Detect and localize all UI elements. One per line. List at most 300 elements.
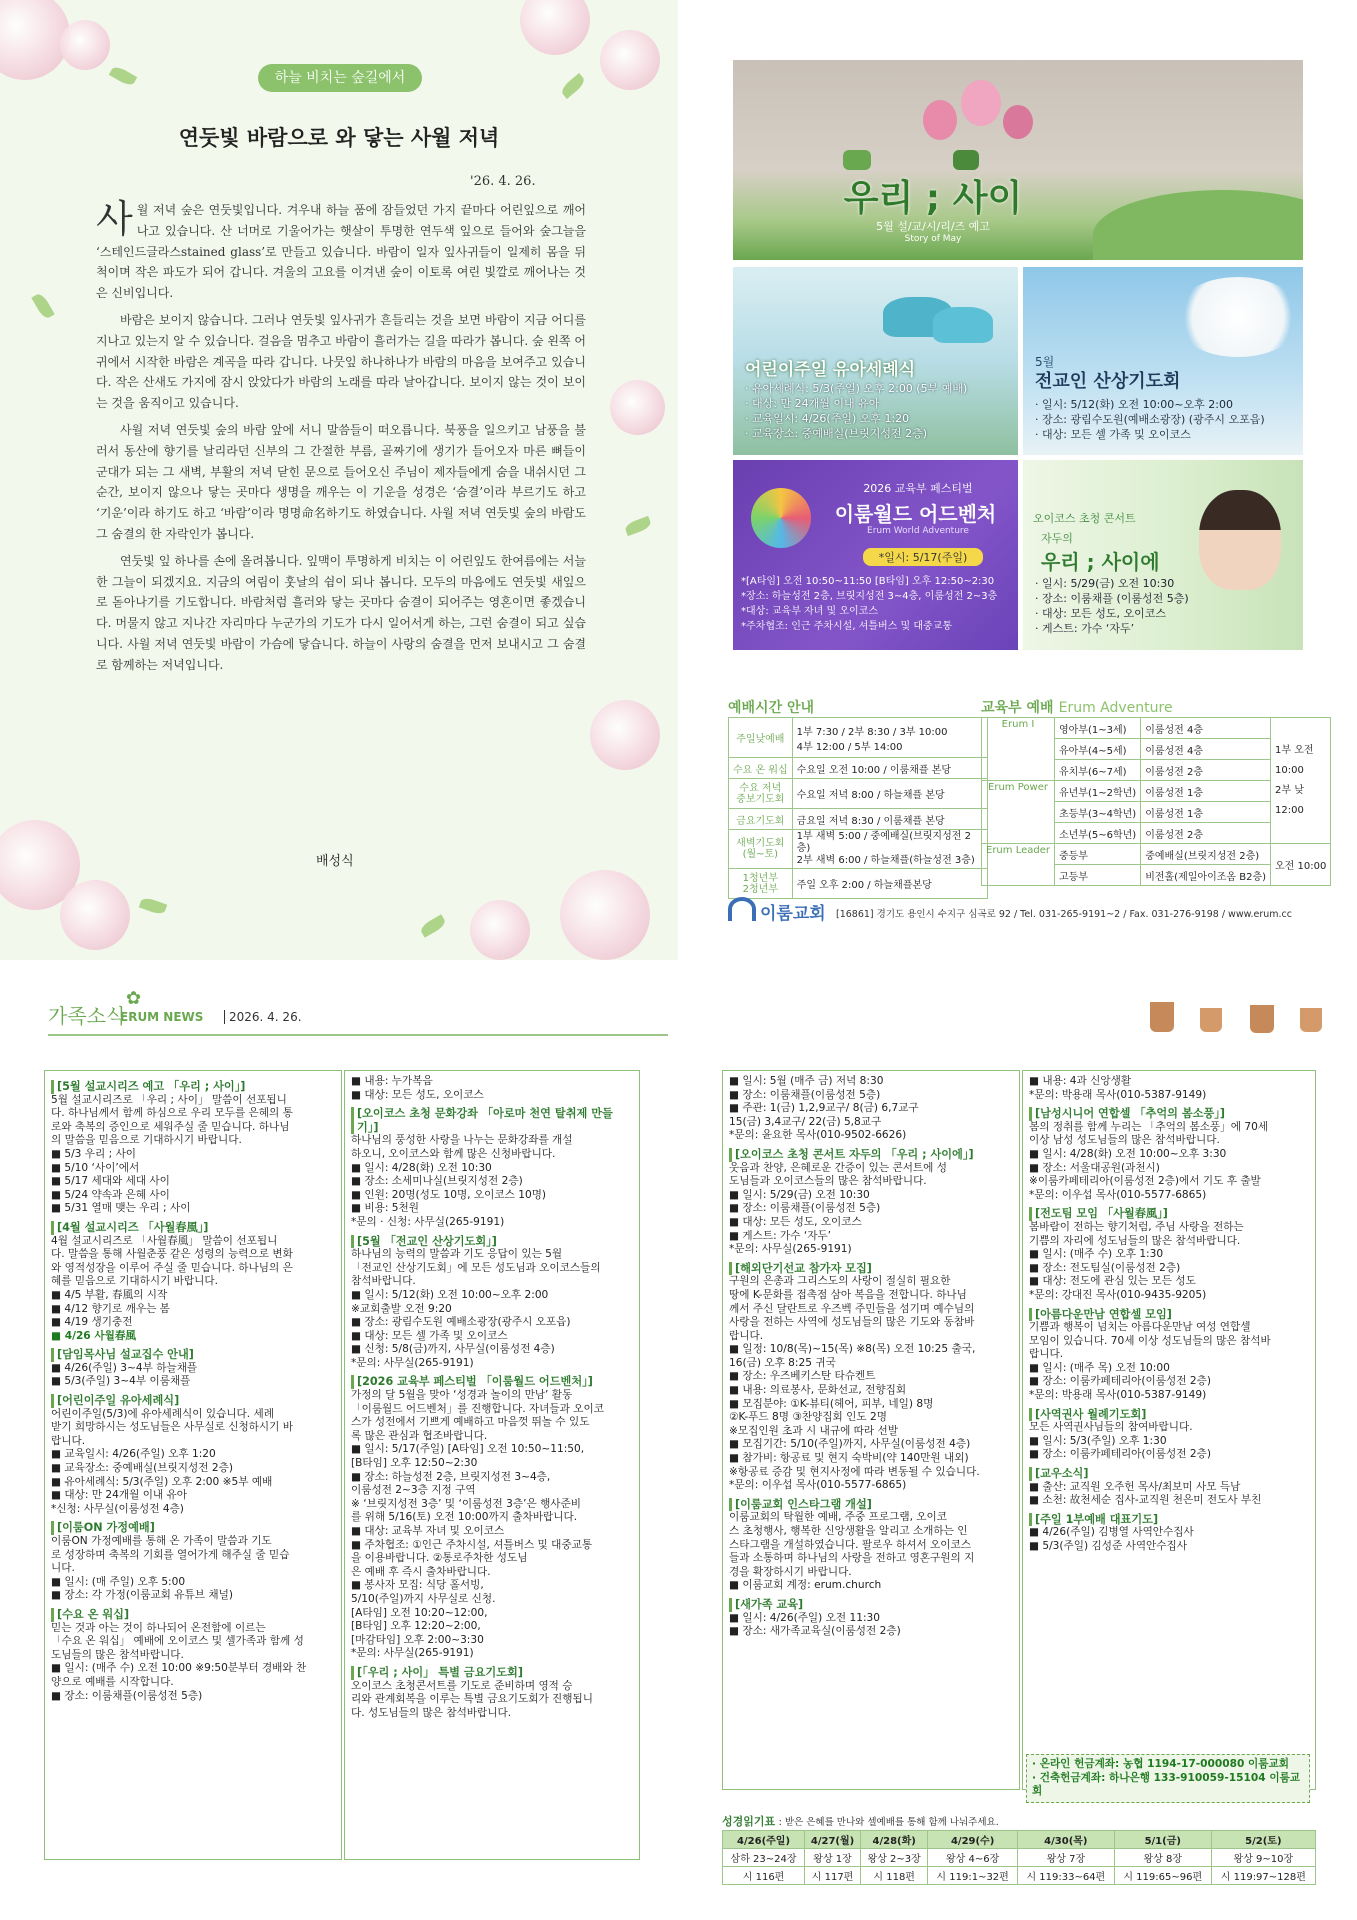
essay-panel [0, 0, 678, 960]
news-line: 스가 성전에서 기쁘게 예배하고 마음껏 뛰놀 수 있도 [351, 1416, 590, 1429]
news-line: ※ ‘브릿지성전 3층’ 및 ‘이룸성전 3층’은 행사준비 [351, 1497, 582, 1510]
detail-line: *[A타임] 오전 10:50~11:50 [B타임] 오후 12:50~2:30 [741, 576, 995, 587]
news-line: 이룸성전 2~3층 지정 구역 [351, 1484, 476, 1497]
news-line: ■ 신청: 5/8(금)까지, 사무실(이룸성전 4층) [351, 1343, 555, 1356]
news-line: ■ 일시: (매주 수) 오후 1:30 [1029, 1248, 1164, 1261]
news-line: *문의: 박용래 목사(010-5387-9149) [1029, 1389, 1207, 1402]
essay-author: 배성식 [316, 854, 354, 869]
reading-psalm: 시 117편 [805, 1867, 861, 1885]
divider [48, 1034, 668, 1036]
detail-line: *장소: 하늘성전 2층, 브릿지성전 3~4층, 이룸성전 2~3층 [741, 591, 998, 602]
leaf-decoration [559, 73, 587, 99]
edu-place: 이룸성전 4층 [1141, 718, 1271, 739]
edu-dept: 유년부(1~2학년) [1054, 781, 1140, 802]
news-line: ■ 대상: 모든 셀 가족 및 오이코스 [351, 1329, 508, 1342]
news-line: 사랑을 전하는 사역에 성도님들의 많은 기도와 동참바 [729, 1316, 975, 1329]
reading-psalm: 시 119:97~128편 [1211, 1867, 1315, 1885]
news-line: ■ 4/26(주일) 3~4부 하늘채플 [51, 1361, 198, 1374]
essay-title: 연둣빛 바람으로 와 닿는 사월 저녁 [178, 125, 500, 150]
news-line: 스타그램을 개설하였습니다. 팔로우 하셔서 오이코스 [729, 1538, 971, 1551]
edu-group: Erum I [982, 718, 1055, 781]
edu-place: 이룸성전 4층 [1141, 739, 1271, 760]
news-heading: [아름다운만남 연합셀 모임] [1029, 1308, 1309, 1322]
news-line: ■ 장소: 소세미나실(브릿지성전 2층) [351, 1175, 523, 1188]
schedule-label: 1청년부 2청년부 [729, 869, 793, 899]
news-line: 웃음과 찬양, 은혜로운 간증이 있는 콘서트에 성 [729, 1161, 948, 1174]
blossom-decoration [520, 0, 590, 55]
news-heading: [2026 교육부 페스티벌 「이룸월드 어드벤처」] [351, 1375, 633, 1389]
news-panel [0, 960, 1357, 1920]
news-line: 땅에 K-문화를 접촉점 삼아 복음을 전합니다. 하나님 [729, 1288, 967, 1301]
heart-balloon-icon [1003, 105, 1033, 139]
news-line: ■ 대상: 모든 성도, 오이코스 [351, 1088, 484, 1101]
church-name: 이룸교회 [760, 904, 826, 924]
edu-title: 교육부 예배 [981, 700, 1054, 716]
news-line: 의 말씀을 믿음으로 기대하시기 바랍니다. [51, 1134, 242, 1147]
news-line: ■ 장소: 이룸채플(이룸성전 5층) [729, 1088, 881, 1101]
news-line: ■ 출산: 교직원 오주헌 목사/최보미 사모 득남 [1029, 1480, 1241, 1493]
edu-dept: 초등부(3~4학년) [1054, 802, 1140, 823]
news-line: ■ 장소: 서울대공원(과천시) [1029, 1161, 1160, 1174]
edu-title-en: Erum Adventure [1058, 700, 1173, 716]
church-logo-icon [728, 897, 756, 921]
edu-dept: 유치부(6~7세) [1054, 760, 1140, 781]
blossom-decoration [470, 900, 530, 960]
news-heading: [교우소식] [1029, 1467, 1309, 1481]
reading-ot: 왕상 8장 [1114, 1849, 1211, 1867]
banner-subtitle: 5월 설/교/시/리/즈 예고 [876, 220, 990, 233]
worship-schedule-table [728, 717, 988, 899]
news-line: ■ 5/24 약속과 은혜 사이 [51, 1188, 170, 1201]
news-line: 기쁨의 자리에 성도님들의 많은 참석바랍니다. [1029, 1234, 1241, 1247]
news-line: 랍니다. [1029, 1348, 1064, 1361]
news-line: ■ 장소: 이룸카페테리아(이룸성전 2층) [1029, 1375, 1211, 1388]
edu-dept: 소년부(5~6학년) [1054, 823, 1140, 844]
news-heading: [어린이주일 유아세례식] [51, 1394, 335, 1408]
blossom-decoration [610, 380, 665, 435]
news-line: 리와 관계회복을 이루는 특별 금요기도회가 진행됩니 [351, 1693, 593, 1706]
schedule-label: 수요 저녁 중보기도회 [729, 779, 793, 809]
festival-top: 2026 교육부 페스티벌 [863, 482, 973, 495]
reading-psalm: 시 119:1~32편 [928, 1867, 1018, 1885]
banner-subtitle-en: Story of May [904, 234, 962, 244]
news-line: *문의: 이우섭 목사(010-5577-6865) [1029, 1188, 1207, 1201]
news-heading: [이룸ON 가정예배] [51, 1521, 335, 1535]
drop-cap: 사 [96, 197, 133, 241]
reading-ot: 왕상 7장 [1017, 1849, 1114, 1867]
section-pill: 하늘 비치는 숲길에서 [258, 64, 422, 92]
prayer-card [1023, 267, 1303, 455]
news-line: 랍니다. [51, 1434, 86, 1447]
concert-sub: 자두의 [1041, 532, 1073, 545]
essay-paragraph: 사월 저녁 연둣빛 숲의 바람 앞에 서니 말씀들이 떠오릅니다. 북풍을 일으키고 남풍을 불러서 동산에 향기를 날리라던 신부의 그 간절한 부름, 골짜기에 생기가 들어오자 마른 뼈들이 군대가 되는 그 새벽, 부활의 저녁 닫힌 문으로 들어오신 주님이 제자들에게 숨을 내쉬시던 그 순간, 보이지 않으나 닿는 곳마다 생명을 깨우는 이 기운을 성경은 ‘숨결’이라 부르기도 하고 ‘기운’이라 하기도 하고 ‘바람’이라 명명命名하기도 하였습니다. 사월 저녁 연둣빛 숲의 바람도 그 숨결의 한 자락인가 봅니다. [96, 422, 586, 541]
news-line: 모든 사역권사님들의 참여바랍니다. [1029, 1421, 1193, 1434]
essay-paragraph: 바람은 보이지 않습니다. 그러나 연둣빛 잎사귀가 흔들리는 것을 보면 바람이 지금 어디를 지나고 있는지 알 수 있습니다. 걸음을 멈추고 바람이 흘러가는 길을 따라가 봅니다. 숲 왼쪽 어귀에서 시작한 바람은 계곡을 따라 갑니다. 나뭇잎 하나하나가 바람의 마음을 보여주고 있습니다. 작은 산새도 가지에 잠시 앉았다가 바람의 노래를 따라 날아갑니다. 보이지 않는 것이 보이는 것을 움직이고 있습니다. [96, 312, 586, 411]
news-line: 이룸교회의 탁월한 예배, 주중 프로그램, 오이코 [729, 1511, 948, 1524]
news-line: ■ 대상: 전도에 관심 있는 모든 성도 [1029, 1275, 1196, 1288]
prayer-small: 5월 [1035, 355, 1055, 369]
news-line: 가정의 달 5월을 맞아 ‘성경과 놀이의 만남’ 활동 [351, 1389, 573, 1402]
concert-details [1035, 576, 1189, 636]
schedule-label: 수요 온 워십 [729, 758, 793, 779]
news-line: 다. 하나님께서 함께 하심으로 우리 모두를 은혜의 통 [51, 1107, 293, 1120]
news-line: 와 영적성장을 이루어 주실 줄 믿습니다. 하나님의 은 [51, 1261, 293, 1274]
news-line: 도님들의 많은 참석바랍니다. [51, 1648, 184, 1661]
prayer-details [1035, 397, 1265, 442]
news-column-1 [44, 1070, 342, 1860]
reading-ot: 왕상 2~3장 [860, 1849, 927, 1867]
news-line: ■ 비용: 5천원 [351, 1202, 419, 1215]
news-line: *문의: 강대진 목사(010-9435-9205) [1029, 1288, 1207, 1301]
news-line: ■ 주차협조: ①인근 주차시설, 셔틀버스 및 대중교통 [351, 1538, 593, 1551]
news-line: [B타임] 오후 12:20~2:00, [351, 1620, 481, 1633]
news-line: 받기 희망하시는 성도님들은 사무실로 신청하시기 바 [51, 1421, 293, 1434]
news-line: *문의: 이우섭 목사(010-5577-6865) [729, 1479, 907, 1492]
news-line: *문의: 사무실(265-9191) [351, 1647, 474, 1660]
news-heading: [오이코스 초청 콘서트 자두의 「우리 ; 사이에」] [729, 1148, 1013, 1162]
news-heading: [주일 1부예배 대표기도] [1029, 1513, 1309, 1527]
news-line: 하나님의 능력의 말씀과 기도 응답이 있는 5월 [351, 1248, 563, 1261]
heart-balloon-icon [961, 80, 1001, 126]
banner-title: 우리 ; 사이 [843, 178, 1023, 219]
news-heading: [오이코스 초청 문화강좌 「아로마 천연 탈취제 만들기」] [351, 1107, 633, 1134]
news-line: 오이코스 초청콘서트를 기도로 준비하며 영적 승 [351, 1679, 573, 1692]
news-line: ■ 일시: 5월 (매주 금) 저녁 8:30 [729, 1075, 884, 1087]
news-heading: [5월 설교시리즈 예고 「우리 ; 사이」] [51, 1080, 335, 1094]
edu-schedule-table [981, 717, 1331, 886]
news-line: 「수요 온 워십」 예배에 오이코스 및 셀가족과 함께 성 [51, 1635, 304, 1648]
news-heading: [남성시니어 연합셀 「추억의 봄소풍」] [1029, 1107, 1309, 1121]
news-line: 기쁨과 행복이 넘치는 아름다운만남 여성 연합셀 [1029, 1321, 1251, 1334]
news-line: ■ 게스트: 가수 ‘자두’ [729, 1229, 832, 1242]
news-line: ■ 일시: (매 주일) 오후 5:00 [51, 1575, 186, 1588]
leaf-decoration [624, 516, 653, 536]
news-line: ■ 모집분야: ①K-뷰티(헤어, 피부, 네일) 8명 [729, 1397, 934, 1410]
detail-line: · 게스트: 가수 ‘자두’ [1035, 622, 1135, 635]
reading-psalm: 시 119:33~64편 [1017, 1867, 1114, 1885]
news-line: 하나님의 풍성한 사랑을 나누는 문화강좌를 개설 [351, 1134, 573, 1147]
account-building: · 건축헌금계좌: 하나은행 133-910059-15104 이룸교회 [1032, 1771, 1301, 1798]
account-online: · 온라인 헌금계좌: 농협 1194-17-000080 이룸교회 [1032, 1758, 1289, 1770]
news-line: ■ 내용: 4과 신앙생활 [1029, 1075, 1132, 1087]
reading-ot: 왕상 9~10장 [1211, 1849, 1315, 1867]
news-line: ■ 일시: 4/28(화) 오전 10:30 [351, 1161, 492, 1174]
news-line: ■ 일시: 5/29(금) 오전 10:30 [729, 1188, 870, 1201]
news-line: ■ 일시: 4/26(주일) 오전 11:30 [729, 1611, 881, 1624]
reading-psalm: 시 119:65~96편 [1114, 1867, 1211, 1885]
flowerpot-icon [1300, 1008, 1322, 1032]
news-line: 니다. [51, 1562, 75, 1575]
baptism-title: 어린이주일 유아세례식 [745, 360, 916, 380]
news-line: ■ 장소: 하늘성전 2층, 브릿지성전 3~4층, [351, 1470, 551, 1483]
news-line: ■ 5/31 열매 맺는 우리 ; 사이 [51, 1202, 191, 1215]
news-column-3 [722, 1070, 1020, 1790]
clover-icon: ✿ [126, 988, 142, 1009]
detail-line: · 유아세례식: 5/3(주일) 오후 2:00 (5부 예배) [745, 382, 968, 395]
news-line: 15(금) 3,4교구/ 22(금) 5,8교구 [729, 1115, 882, 1128]
news-heading: [수요 온 워십] [51, 1608, 335, 1622]
speech-bubble-icon [953, 150, 979, 170]
reading-row [723, 1867, 1316, 1885]
edu-place: 이룸성전 2층 [1141, 760, 1271, 781]
news-column-2 [344, 1070, 640, 1860]
reading-title: 성경읽기표 [722, 1815, 776, 1828]
baptism-card [733, 267, 1018, 455]
reading-day: 4/28(화) [860, 1831, 927, 1849]
news-line: *문의: 사무실(265-9191) [729, 1243, 852, 1256]
leaf-decoration [139, 896, 168, 916]
news-line: ②K-푸드 8명 ③찬양집회 인도 2명 [729, 1411, 887, 1424]
news-line: ■ 대상: 교육부 자녀 및 오이코스 [351, 1525, 505, 1537]
essay-date: '26. 4. 26. [470, 174, 536, 189]
leaf-decoration [109, 64, 138, 87]
news-line: 모임이 있습니다. 70세 이상 성도님들의 많은 참석바 [1029, 1334, 1271, 1347]
news-line: ■ 교육일시: 4/26(주일) 오후 1:20 [51, 1448, 216, 1461]
reading-day: 4/26(주일) [723, 1831, 805, 1849]
news-line: *신청: 사무실(이룸성전 4층) [51, 1502, 184, 1515]
news-line: ■ 장소: 새가족교육실(이룸성전 2층) [729, 1625, 901, 1638]
news-line: 께서 주신 달란트로 우즈벡 주민들을 섬기며 예수님의 [729, 1302, 975, 1315]
news-line: ■ 일시: (매주 수) 오전 10:00 ※9:50분부터 경배와 찬 [51, 1662, 307, 1675]
schedule-value: 수요일 오전 10:00 / 이룸채플 본당 [792, 758, 987, 779]
news-line: 참석바랍니다. [351, 1275, 416, 1288]
news-line: ■ 장소: 이룸카페테리아(이룸성전 2층) [1029, 1448, 1211, 1461]
reading-row [723, 1849, 1316, 1867]
news-line: 다. 성도님들의 많은 참석바랍니다. [351, 1706, 512, 1719]
news-line: 로 성장하며 축복의 기회를 열어가게 해주실 줄 믿습 [51, 1548, 290, 1561]
news-line: 봄의 정취를 함께 누리는 「추억의 봄소풍」에 70세 [1029, 1120, 1269, 1133]
hill-decoration [1093, 190, 1303, 260]
edu-time: 1부 오전 10:00 2부 낮 12:00 [1271, 718, 1331, 844]
news-line: ■ 장소: 각 가정(이룸교회 유튜브 채널) [51, 1589, 233, 1602]
news-line: ■ 일정: 10/8(목)~15(목) ※8(목) 오전 10:25 출국, [729, 1343, 976, 1356]
news-line: 5월 설교시리즈로 「우리 ; 사이」 말씀이 선포됩니 [51, 1093, 287, 1106]
detail-line: · 장소: 이룸채플 (이룸성전 5층) [1035, 592, 1189, 605]
schedule-value: 수요일 저녁 8:00 / 하늘채플 본당 [792, 779, 987, 809]
news-heading: [새가족 교육] [729, 1598, 1013, 1612]
blossom-decoration [60, 20, 110, 70]
news-line: 16(금) 오후 8:25 귀국 [729, 1356, 836, 1369]
news-line: ■ 주관: 1(금) 1,2,9교구/ 8(금) 6,7교구 [729, 1102, 919, 1115]
edu-group: Erum Leader [982, 844, 1055, 886]
edu-title-wrap [981, 697, 1173, 717]
news-heading: [이룸교회 인스타그램 개설] [729, 1498, 1013, 1512]
edu-place: 중예배실(브릿지성전 2층) [1141, 844, 1271, 865]
festival-details [741, 574, 997, 634]
news-line: ■ 대상: 만 24개월 이내 유아 [51, 1489, 187, 1502]
edu-time: 오전 10:00 [1271, 844, 1331, 886]
detail-line: · 대상: 모든 셀 가족 및 오이코스 [1035, 428, 1191, 441]
news-column-4 [1022, 1070, 1316, 1790]
news-line: ■ 일시: 5/3(주일) 오후 1:30 [1029, 1434, 1167, 1447]
news-line: 「이룸월드 어드벤처」를 진행합니다. 자녀들과 오이코 [351, 1402, 604, 1415]
news-heading: [4월 설교시리즈 「사월春風」] [51, 1221, 335, 1235]
news-line: 을 이용바랍니다. ②통로주차한 성도님 [351, 1552, 528, 1565]
news-title: 가족소식 [48, 1004, 126, 1028]
schedule-label: 새벽기도회 (월~토) [729, 830, 793, 869]
reading-ot: 삼하 23~24장 [723, 1849, 805, 1867]
flowerpot-icon [1250, 1005, 1274, 1033]
news-line: 들과 소통하며 하나님의 사랑을 전하고 영혼구원의 지 [729, 1552, 975, 1565]
concert-card [1023, 460, 1303, 650]
edu-place: 이룸성전 2층 [1141, 823, 1271, 844]
news-line: ■ 대상: 모든 성도, 오이코스 [729, 1215, 862, 1228]
news-heading: [「우리 ; 사이」 특별 금요기도회] [351, 1666, 633, 1680]
news-line: ■ 일시: 5/12(화) 오전 10:00~오후 2:00 [351, 1288, 549, 1301]
festival-card [733, 460, 1018, 650]
news-heading: [전도팀 모임 「사월春風」] [1029, 1207, 1309, 1221]
detail-line: · 일시: 5/12(화) 오전 10:00~오후 2:00 [1035, 398, 1233, 411]
news-line: ■ 유아세례식: 5/3(주일) 오후 2:00 ※5부 예배 [51, 1475, 273, 1488]
leaf-decoration [31, 292, 54, 321]
news-line: *문의 · 신청: 사무실(265-9191) [351, 1215, 505, 1228]
news-line: 도님들과 오이코스들의 많은 참석바랍니다. [729, 1175, 927, 1188]
news-line: [A타임] 오전 10:20~12:00, [351, 1606, 488, 1619]
news-heading: [담임목사님 설교집수 안내] [51, 1348, 335, 1362]
news-line: ■ 일시: 4/28(화) 오전 10:00~오후 3:30 [1029, 1147, 1227, 1160]
schedule-title: 예배시간 안내 [728, 700, 815, 716]
reading-day: 5/1(금) [1114, 1831, 1211, 1849]
news-line: ■ 4/5 부활, 春風의 시작 [51, 1288, 168, 1301]
reading-day: 5/2(토) [1211, 1831, 1315, 1849]
reading-header [722, 1813, 999, 1829]
reading-row [723, 1831, 1316, 1849]
blossom-decoration [1173, 277, 1303, 357]
detail-line: · 대상: 모든 성도, 오이코스 [1035, 607, 1166, 620]
festival-title: 이룸월드 어드벤처 [834, 502, 997, 526]
news-line: ※교회출발 오전 9:20 [351, 1302, 452, 1315]
concert-top: 오이코스 초청 콘서트 [1033, 512, 1136, 525]
news-line: *문의: 박용래 목사(010-5387-9149) [1029, 1088, 1207, 1101]
concert-title: 우리 ; 사이에 [1041, 550, 1160, 574]
news-line: ■ 5/3 우리 ; 사이 [51, 1147, 137, 1160]
news-line: 이룸ON 가정예배를 통해 온 가족이 말씀과 기도 [51, 1535, 272, 1547]
news-line: ■ 장소: 전도팀실(이룸성전 2층) [1029, 1261, 1181, 1274]
blossom-decoration [590, 700, 660, 770]
schedule-value: 1부 7:30 / 2부 8:30 / 3부 10:00 4부 12:00 / 5부 14:00 [792, 718, 987, 758]
news-line: 경을 확장하시기 바랍니다. [729, 1565, 852, 1578]
news-line: [마감타임] 오후 2:00~3:30 [351, 1633, 484, 1646]
news-line: 혜를 믿음으로 기대하시기 바랍니다. [51, 1275, 218, 1288]
news-line: ■ 이룸교회 계정: erum.church [729, 1579, 882, 1592]
edu-dept: 영아부(1~3세) [1054, 718, 1140, 739]
detail-line: · 일시: 5/29(금) 오전 10:30 [1035, 577, 1175, 590]
news-line: ※모집인원 초과 시 내규에 따라 선발 [729, 1424, 898, 1437]
detail-line: · 장소: 광림수도원(예배소광장) (광주시 오포읍) [1035, 413, 1265, 426]
essay-paragraph: 월 저녁 숲은 연둣빛입니다. 겨우내 하늘 품에 잠들었던 가지 끝마다 어린잎으로 깨어나고 있습니다. 산 너머로 기울어가는 햇살이 투명한 연두색 잎으로 들어와 숲그늘을 ‘스테인드글라스stained glass’로 만들고 있습니다. 바람이 일자 잎사귀들이 일제히 몸을 뒤척이며 작은 파도가 되어 갑니다. 겨울의 고요를 이겨낸 숲이 이토록 여린 빛깔로 깨어나는 것은 신비입니다. [96, 203, 586, 301]
news-line: *문의: 사무실(265-9191) [351, 1356, 474, 1369]
news-line: 믿는 것과 아는 것이 하나되어 온전함에 이르는 [51, 1621, 266, 1634]
news-line: ■ 장소: 이룸채플(이룸성전 5층) [51, 1689, 203, 1702]
news-line: 구원의 은총과 그리스도의 사랑이 절실히 필요한 [729, 1275, 951, 1288]
edu-dept: 중등부 [1054, 844, 1140, 865]
baby-shoes-icon [933, 307, 993, 343]
festival-en: Erum World Adventure [867, 526, 969, 536]
news-heading: [사역권사 월례기도회] [1029, 1408, 1309, 1422]
reading-desc: : 받은 은혜를 만나와 셀예배를 통해 함께 나눠주세요. [778, 1817, 999, 1828]
news-line: ■ 내용: 의료봉사, 문화선교, 전향집회 [729, 1384, 907, 1397]
festival-date: *일시: 5/17(주일) [863, 548, 983, 566]
reading-day: 4/30(목) [1017, 1831, 1114, 1849]
news-line: 4월 설교시리즈로 「사월春風」 말씀이 선포됩니 [51, 1234, 278, 1247]
edu-place: 이룸성전 1층 [1141, 781, 1271, 802]
news-line: 스 초청행사, 행복한 신앙생활을 알리고 소개하는 인 [729, 1525, 968, 1537]
news-line: ■ 장소: 우즈베키스탄 타슈켄트 [729, 1370, 876, 1383]
news-heading: [5월 「전교인 산상기도회」] [351, 1235, 633, 1249]
news-line: ■ 5/17 세대와 세대 사이 [51, 1175, 170, 1188]
news-line: ■ 모집기간: 5/10(주일)까지, 사무실(이룸성전 4층) [729, 1438, 971, 1451]
promo-panel [678, 0, 1357, 960]
news-line: 「전교인 산상기도회」에 모든 성도님과 오이코스들의 [351, 1261, 601, 1274]
world-map-icon [751, 488, 811, 548]
singer-photo [1199, 490, 1281, 590]
news-line: 다. 말씀을 통해 사월춘풍 같은 성령의 능력으로 변화 [51, 1248, 293, 1261]
blossom-decoration [600, 30, 660, 90]
church-address: [16861] 경기도 용인시 수지구 심곡로 92 / Tel. 031-265-9191~2 / Fax. 031-276-9198 / www.erum.cc [836, 909, 1293, 920]
schedule-value: 1부 새벽 5:00 / 중예배실(브릿지성전 2층) 2부 새벽 6:00 / 하늘채플(하늘성전 3층) [792, 830, 987, 869]
account-box [1026, 1754, 1310, 1803]
news-line: ※이룸카페테리아(이룸성전 2층)에서 기도 후 출발 [1029, 1175, 1261, 1188]
leaf-decoration [419, 914, 448, 937]
reading-ot: 왕상 1장 [805, 1849, 861, 1867]
news-line: 를 위해 5/16(토) 오전 10:00까지 출차바랍니다. [351, 1511, 578, 1524]
news-line: 은 예배 후 즉시 출차바랍니다. [351, 1565, 491, 1578]
schedule-value: 금요일 저녁 8:30 / 이룸채플 본당 [792, 809, 987, 830]
reading-psalm: 시 116편 [723, 1867, 805, 1885]
news-line: *문의: 윤요한 목사(010-9502-6626) [729, 1129, 907, 1142]
edu-place: 비전홀(제일아이조옴 B2층) [1141, 865, 1271, 886]
news-line: ■ 4/26 사월春風 [51, 1329, 137, 1342]
news-line: 하오니, 오이코스와 함께 많은 신청바랍니다. [351, 1147, 556, 1160]
schedule-label: 금요기도회 [729, 809, 793, 830]
detail-line: · 대상: 만 24개월 이내 유아 [745, 397, 880, 410]
detail-line: *주차협조: 인근 주차시설, 셔틀버스 및 대중교통 [741, 621, 952, 632]
edu-dept: 유아부(4~5세) [1054, 739, 1140, 760]
essay-body [96, 197, 586, 682]
reading-psalm: 시 118편 [860, 1867, 927, 1885]
detail-line: · 교육일시: 4/26(주일) 오후 1:20 [745, 412, 910, 425]
reading-day: 4/29(수) [928, 1831, 1018, 1849]
schedule-value: 주일 오후 2:00 / 하늘채플본당 [792, 869, 987, 899]
news-line: 양으로 예배를 시작합니다. [51, 1675, 174, 1688]
reading-table [722, 1830, 1316, 1885]
news-line: ■ 봉사자 모집: 식당 홀서빙, [351, 1579, 484, 1592]
detail-line: · 교육장소: 중예배실(브릿지성전 2층) [745, 427, 928, 440]
news-line: ■ 4/19 생기충전 [51, 1316, 133, 1329]
detail-line: *대상: 교육부 자녀 및 오이코스 [741, 606, 879, 617]
news-line: ■ 일시: 5/17(주일) [A타임] 오전 10:50~11:50, [351, 1443, 585, 1456]
news-line: 랍니다. [729, 1329, 764, 1342]
speech-bubble-icon [843, 150, 871, 170]
baptism-details [745, 381, 967, 441]
news-heading: [해외단기선교 참가자 모집] [729, 1262, 1013, 1276]
news-date: 2026. 4. 26. [224, 1010, 302, 1024]
reading-ot: 왕상 4~6장 [928, 1849, 1018, 1867]
news-line: ■ 인원: 20명(성도 10명, 오이코스 10명) [351, 1188, 547, 1201]
edu-dept: 고등부 [1054, 865, 1140, 886]
news-line: ■ 소천: 故천세순 집사-교직원 천은미 전도사 부친 [1029, 1494, 1262, 1507]
edu-place: 이룸성전 1층 [1141, 802, 1271, 823]
news-line: ■ 내용: 누가복음 [351, 1075, 433, 1087]
news-line: ■ 5/3(주일) 김성준 사역안수집사 [1029, 1540, 1187, 1552]
flowerpot-icon [1150, 1002, 1174, 1032]
prayer-title: 전교인 산상기도회 [1035, 371, 1181, 392]
flowerpot-icon [1200, 1008, 1222, 1032]
news-line: ■ 교육장소: 중예배실(브릿지성전 2층) [51, 1462, 233, 1475]
news-line: ■ 일시: (매주 목) 오전 10:00 [1029, 1361, 1170, 1374]
series-banner [733, 60, 1303, 260]
news-line: 어린이주일(5/3)에 유아세례식이 있습니다. 세례 [51, 1407, 274, 1420]
